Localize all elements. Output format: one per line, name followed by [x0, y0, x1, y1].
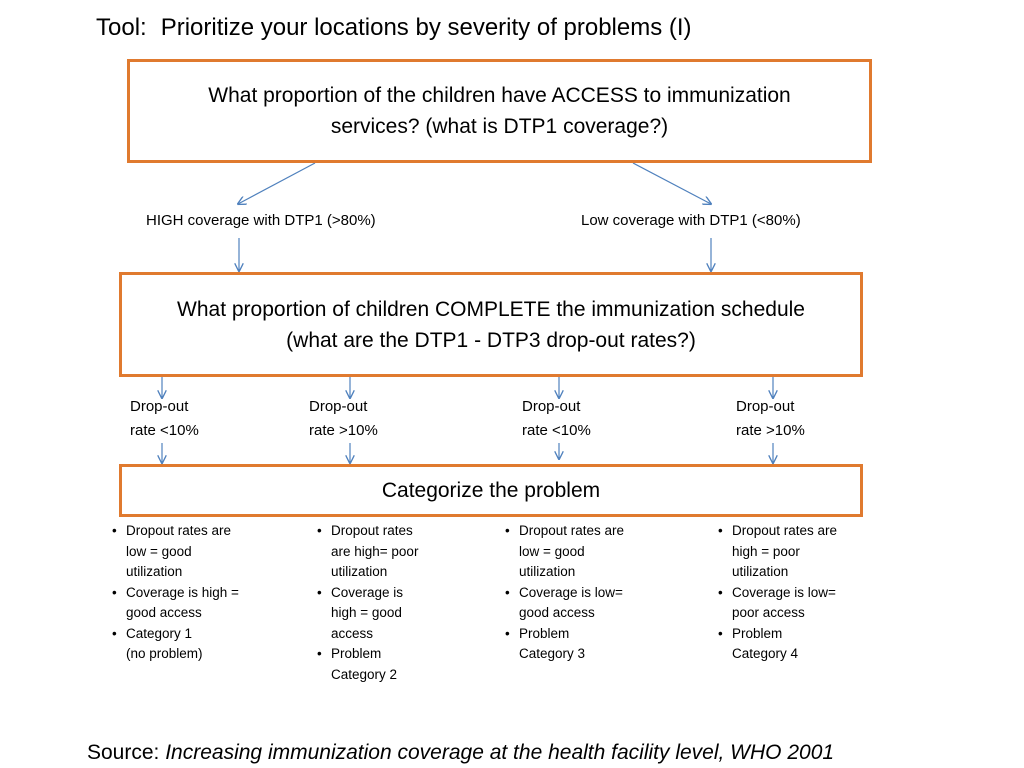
bullet-line: • Dropout rates are — [732, 523, 838, 538]
bullet-line: • Category 1 — [126, 625, 193, 641]
dropout-label-3-line1: Drop-out — [522, 398, 581, 415]
arrow-to-high — [238, 163, 315, 204]
completion-question-line2: (what are the DTP1 - DTP3 drop-out rates?) — [286, 328, 696, 352]
bullet-line: are high= poor — [331, 543, 419, 559]
dropout-label-3-line2: rate <10% — [522, 422, 591, 439]
dropout-label-1-line2: rate <10% — [130, 422, 199, 439]
completion-question-line1: What proportion of children COMPLETE the immunization schedule — [177, 297, 805, 321]
bullet-line: low = good — [126, 543, 192, 559]
bullet-line: Category 4 — [732, 646, 799, 661]
bullet-line: • Dropout rates are — [126, 523, 232, 538]
category-2-list — [313, 521, 473, 685]
bullet-line: • Problem — [519, 625, 570, 641]
bullet-line: low = good — [519, 543, 585, 559]
bullet-line: • Coverage is low= — [519, 584, 623, 600]
low-coverage-label: Low coverage with DTP1 (<80%) — [581, 212, 801, 229]
bullet-line: Category 2 — [331, 666, 398, 682]
title-label: Tool: — [96, 14, 147, 41]
bullet-line: • Coverage is high = — [126, 584, 239, 600]
bullet-line: high = good — [331, 605, 402, 620]
arrow-to-low — [633, 163, 711, 204]
dropout-label-2-line2: rate >10% — [309, 422, 378, 439]
bullet-line: poor access — [732, 605, 805, 620]
bullet-line: utilization — [126, 564, 183, 579]
dropout-label-4 — [736, 395, 805, 443]
list-item — [714, 583, 889, 624]
bullet-line: high = poor — [732, 543, 800, 559]
list-item — [501, 521, 676, 583]
bullet-line: utilization — [331, 564, 388, 579]
bullet-line: • Dropout rates — [331, 523, 413, 538]
categorize-box — [119, 464, 863, 517]
list-item — [313, 583, 473, 645]
completion-question-box — [119, 272, 863, 377]
access-question-box — [127, 59, 872, 163]
bullet-line: access — [331, 625, 374, 641]
categorize-text: Categorize the problem — [381, 478, 601, 502]
high-coverage-label: HIGH coverage with DTP1 (>80%) — [146, 212, 376, 229]
bullet-line: Category 3 — [519, 646, 586, 661]
list-item — [108, 583, 283, 624]
bullet-line: • Dropout rates are — [519, 523, 625, 538]
dropout-label-4-line1: Drop-out — [736, 398, 795, 415]
dropout-label-4-line2: rate >10% — [736, 422, 805, 439]
category-1-list — [108, 521, 283, 665]
bullet-line: • Problem — [732, 625, 783, 641]
list-item — [501, 583, 676, 624]
list-item — [714, 521, 889, 583]
dropout-label-1-line1: Drop-out — [130, 398, 189, 415]
list-item — [501, 624, 676, 665]
category-3-list — [501, 521, 676, 665]
bullet-line: • Coverage is low= — [732, 584, 836, 600]
list-item — [714, 624, 889, 665]
access-question-line1: What proportion of the children have ACCESS to immunization — [208, 84, 791, 107]
bullet-line: • Problem — [331, 646, 382, 661]
list-item — [313, 644, 473, 685]
bullet-line: utilization — [732, 564, 789, 579]
bullet-line: good access — [519, 605, 595, 620]
category-4-list — [714, 521, 889, 665]
bullet-line: • Coverage is — [331, 584, 404, 600]
dropout-label-2 — [309, 395, 378, 443]
dropout-label-2-line1: Drop-out — [309, 398, 368, 415]
list-item — [108, 521, 283, 583]
source-reference: Increasing immunization coverage at the health facility level, WHO 2001 — [165, 741, 835, 764]
list-item — [108, 624, 283, 665]
access-question-line2: services? (what is DTP1 coverage?) — [330, 115, 669, 138]
dropout-label-3 — [522, 395, 591, 443]
dropout-label-1 — [130, 395, 199, 443]
source-label: Source: — [87, 741, 166, 764]
bullet-line: good access — [126, 605, 202, 620]
bullet-line: (no problem) — [126, 646, 203, 661]
title-text: Prioritize your locations by severity of problems (I) — [160, 14, 692, 41]
bullet-line: utilization — [519, 564, 576, 579]
source-citation — [87, 741, 834, 765]
list-item — [313, 521, 473, 583]
